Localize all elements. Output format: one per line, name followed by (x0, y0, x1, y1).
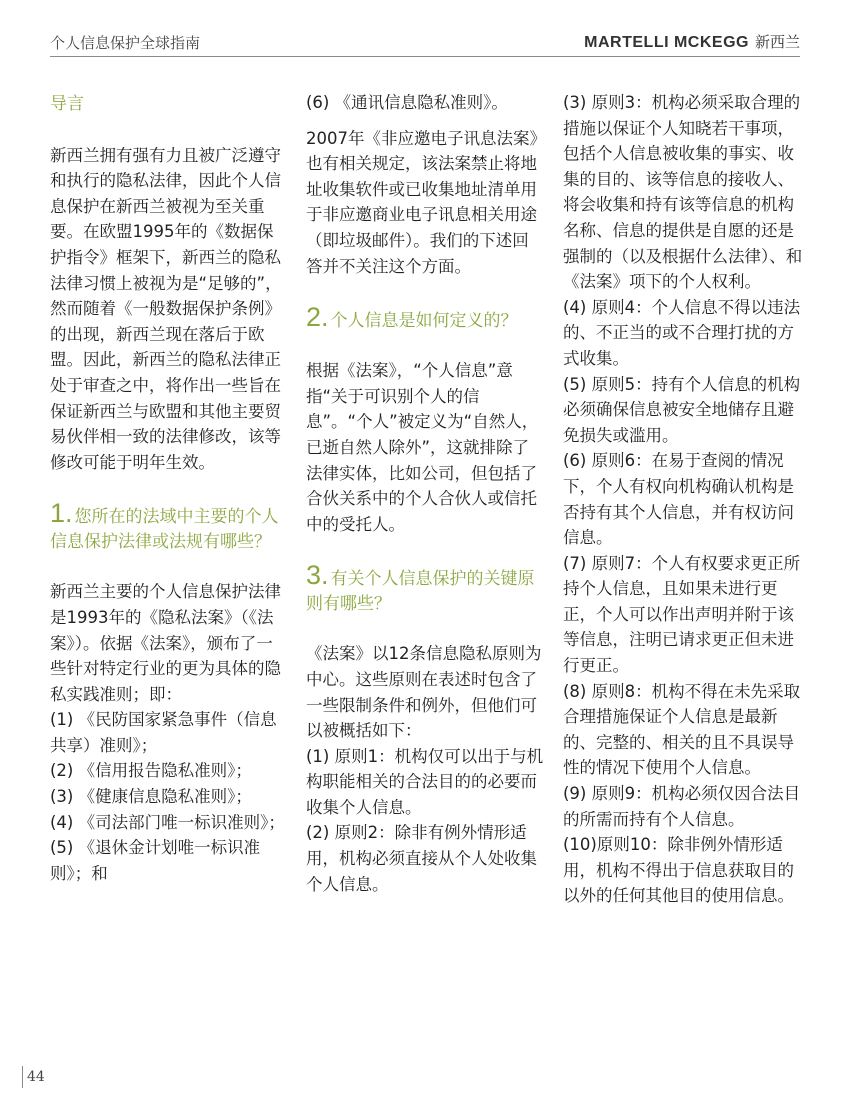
code-list-item: (2) 《信用报告隐私准则》； (50, 761, 252, 781)
document-title: 个人信息保护全球指南 (50, 34, 201, 52)
principle-item: (4) 原则4：个人信息不得以违法的、不正当的或不合理打扰的方式收集。 (563, 297, 801, 368)
section-1-paragraph: 新西兰主要的个人信息保护法律是1993年的《隐私法案》（《法案》）。依据《法案》，颁布了一些针对特定行业的更为具体的隐私实践准则；即： (50, 582, 281, 704)
code-list-item: (6) 《通讯信息隐私准则》。 (306, 93, 508, 112)
header-brand-block (584, 31, 800, 52)
principle-item: (9) 原则9：机构必须仅因合法目的所需而持有个人信息。 (563, 784, 801, 829)
principle-item: (6) 原则6：在易于查阅的情况下，个人有权向机构确认机构是否持有其个人信息，并有权访问信息。 (563, 451, 794, 548)
code-list-item: (1) 《民防国家紧急事件（信息共享）准则》； (50, 710, 277, 755)
section-3-number: 3. (306, 560, 329, 591)
text-column-1 (50, 90, 286, 886)
firm-name: MARTELLI MCKEGG (584, 34, 749, 51)
section-1-title: 您所在的法域中主要的个人信息保护法律或法规有哪些？ (50, 507, 279, 553)
intro-heading: 导言 (50, 94, 84, 114)
principle-item: (5) 原则5：持有个人信息的机构必须确保信息被安全地储存且避免损失或滥用。 (563, 374, 801, 445)
code-list-item: (4) 《司法部门唯一标识准则》； (50, 812, 285, 832)
page-header (50, 28, 800, 57)
principle-item: (1) 原则1：机构仅可以出于与机构职能相关的合法目的的必要而收集个人信息。 (306, 746, 544, 817)
principle-item: (7) 原则7：个人有权要求更正所持个人信息，且如果未进行更正，个人可以作出声明并附于该等信息，注明已请求更正但未进行更正。 (563, 553, 801, 676)
section-2-heading (306, 302, 544, 334)
section-3-heading (306, 560, 544, 617)
section-3-paragraph: 《法案》以12条信息隐私原则为中心。这些原则在表述时包含了一些限制条件和例外，但他们可以被概括如下： (306, 644, 542, 741)
code-list-item: (3) 《健康信息隐私准则》； (50, 787, 252, 807)
intro-paragraph: 新西兰拥有强有力且被广泛遵守和执行的隐私法律，因此个人信息保护在新西兰被视为至关重要。在欧盟1995年的《数据保护指令》框架下，新西兰的隐私法律习惯上被视为是“足够的”，然而随着《一般数据保护条例》的出现，新西兰现在落后于欧盟。因此，新西兰的隐私法律正处于审查之中，将作出一些旨在保证新西兰与欧盟和其他主要贸易伙伴相一致的法律修改，该等修改可能于明年生效。 (50, 145, 282, 472)
jurisdiction-name: 新西兰 (754, 33, 800, 51)
section-2-title: 个人信息是如何定义的？ (330, 311, 518, 332)
section-2-paragraph: 根据《法案》，“个人信息”意指“关于可识别个人的信息”。“个人”被定义为“自然人，已逝自然人除外”，这就排除了法律实体，比如公司，但包括了合伙关系中的个人合伙人或信托中的受托人。 (306, 361, 539, 534)
principle-item: (2) 原则2：除非有例外情形适用，机构必须直接从个人处收集个人信息。 (306, 823, 537, 894)
code-list-item: (5) 《退休金计划唯一标识准则》；和 (50, 838, 261, 883)
section-1-number: 1. (50, 498, 73, 529)
spam-act-paragraph: 2007年《非应邀电子讯息法案》也有相关规定，该法案禁止将地址收集软件或已收集地址清单用于非应邀商业电子讯息相关用途（即垃圾邮件）。我们的下述回答并不关注这个方面。 (306, 128, 538, 276)
principle-item: (10)原则10：除非例外情形适用，机构不得出于信息获取目的以外的任何其他目的使用信息。 (563, 835, 794, 906)
section-3-title: 有关个人信息保护的关键原则有哪些？ (306, 569, 535, 615)
page-number-divider (22, 1066, 23, 1088)
section-1-heading (50, 498, 286, 555)
principle-item: (8) 原则8：机构不得在未先采取合理措施保证个人信息是最新的、完整的、相关的且不具误导性的情况下使用个人信息。 (563, 681, 801, 778)
principle-item: (3) 原则3：机构必须采取合理的措施以保证个人知晓若干事项，包括个人信息被收集的事实、收集的目的、该等信息的接收人、将会收集和持有该等信息的机构名称、信息的提供是自愿的还是强制的（以及根据什么法律）、和《法案》项下的个人权利。 (563, 93, 803, 292)
text-column-2 (306, 90, 544, 897)
page-number: 44 (27, 1069, 45, 1085)
section-2-number: 2. (306, 302, 329, 333)
text-column-3 (563, 90, 803, 909)
